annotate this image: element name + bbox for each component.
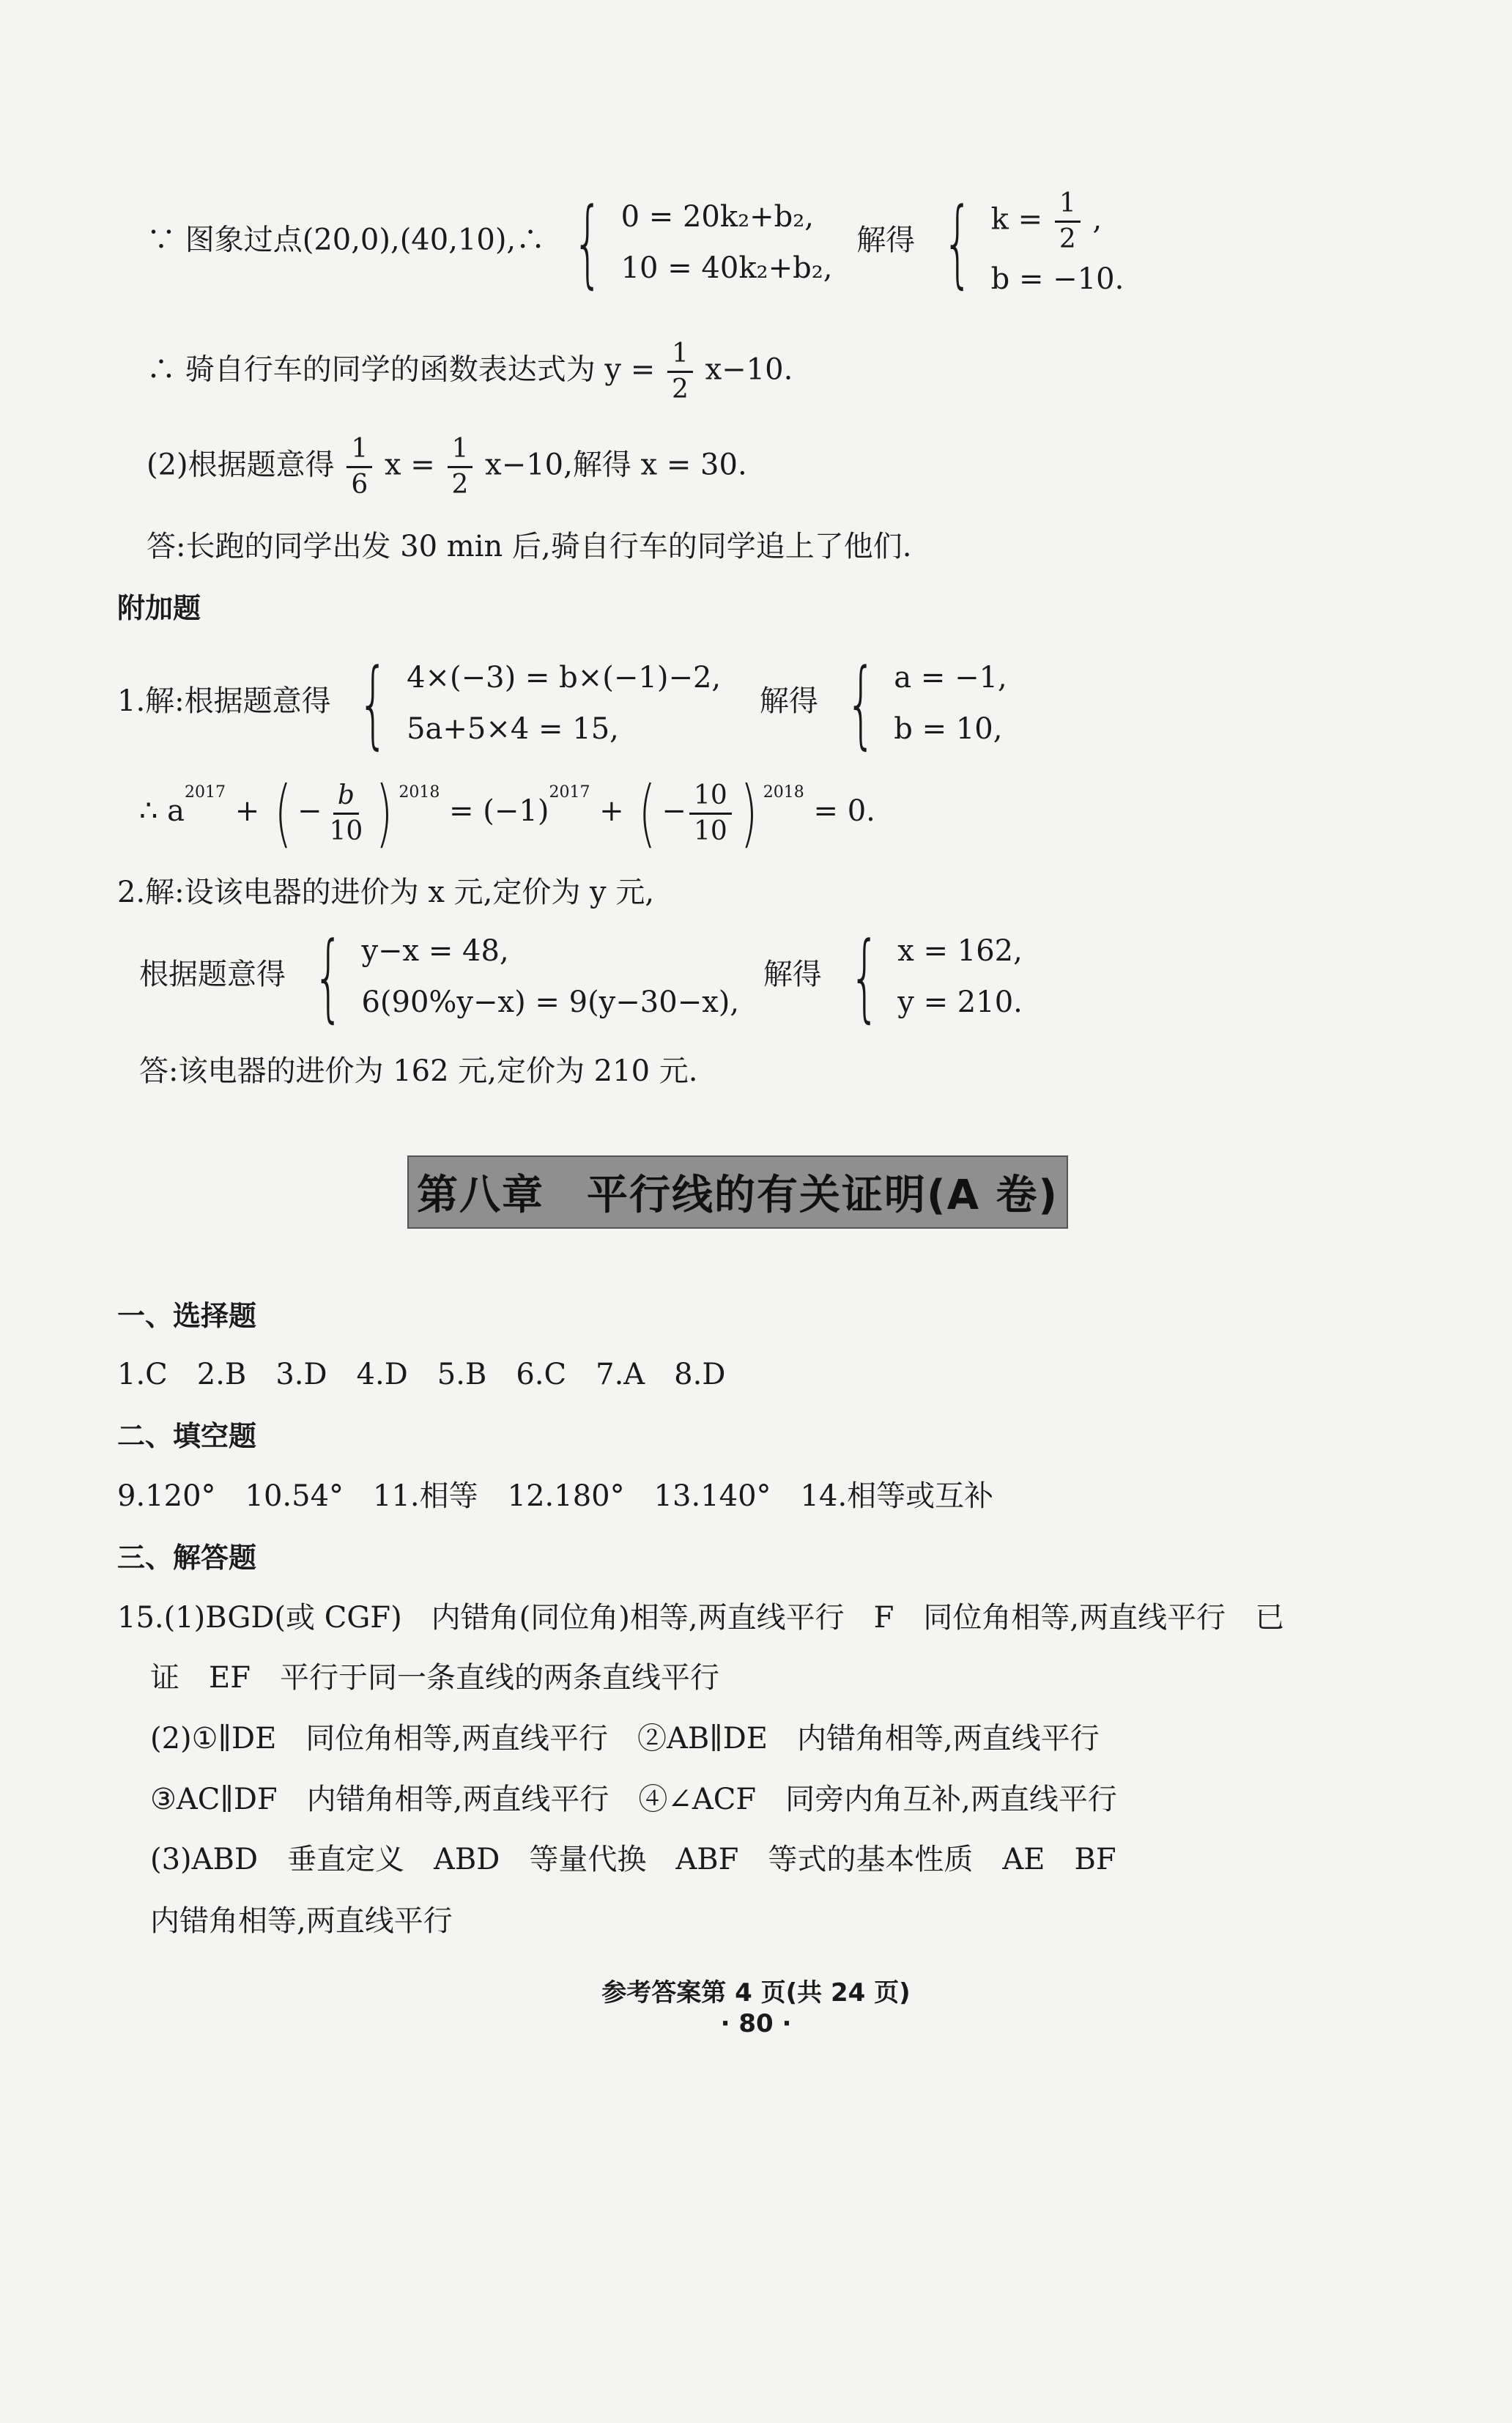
equation: 0 = 20k₂+b₂, bbox=[620, 199, 815, 234]
solution-system: { k = $\frac{1}{2}$ , b = −10. bbox=[942, 186, 1124, 298]
section-title-choice: 一、选择题 bbox=[117, 1300, 257, 1332]
extra-q1-calc: ∴ $a^{2017}$ + ( − $\frac{b}{10}$ ) $^{2018} = (-1)^{2017}$ + ( − $\frac{10}{10}$ ) $^{2018}$ = 0. bbox=[139, 770, 875, 856]
footer-page-info: 参考答案第 4 页(共 24 页) bbox=[601, 1978, 911, 2008]
solution-line-3: (2)根据题意得 $\frac{1}{6}$ x = $\frac{1}{2}$ x−10,解得 x = 30. bbox=[147, 434, 747, 500]
answer-line: 答:长跑的同学出发 30 min 后,骑自行车的同学追上了他们. bbox=[147, 530, 912, 563]
equation-system: { 0 = 20k₂+b₂, 10 = 40k₂+b₂, bbox=[572, 186, 833, 298]
q15-line-5: (3)ABD 垂直定义 ABD 等量代换 ABF 等式的基本性质 AE BF bbox=[150, 1843, 1116, 1876]
solution-line-2: ∴ 骑自行车的同学的函数表达式为 y = $\frac{1}{2}$ x−10. bbox=[147, 339, 793, 404]
q15-line-1: 15.(1)BGD(或 CGF) 内错角(同位角)相等,两直线平行 F 同位角相等,两直线平行 已 bbox=[117, 1601, 1285, 1635]
extra-q2-answer: 答:该电器的进价为 162 元,定价为 210 元. bbox=[139, 1054, 698, 1088]
choice-answers: 1.C 2.B 3.D 4.D 5.B 6.C 7.A 8.D bbox=[117, 1358, 726, 1391]
q15-line-3: (2)①∥DE 同位角相等,两直线平行 ②AB∥DE 内错角相等,两直线平行 bbox=[150, 1722, 1100, 1756]
section-title-solve: 三、解答题 bbox=[117, 1542, 257, 1574]
section-title-extra: 附加题 bbox=[117, 592, 201, 624]
chapter-title: 第八章 平行线的有关证明(A 卷) bbox=[407, 1155, 1068, 1229]
solution-line-1 bbox=[147, 187, 1124, 297]
q15-line-4: ③AC∥DF 内错角相等,两直线平行 ④∠ACF 同旁内角互补,两直线平行 bbox=[150, 1783, 1117, 1816]
text: ∵ 图象过点(20,0),(40,10),∴ bbox=[147, 223, 546, 257]
extra-q2-line1: 2.解:设该电器的进价为 x 元,定价为 y 元, bbox=[117, 876, 655, 909]
section-title-fill: 二、填空题 bbox=[117, 1420, 257, 1452]
extra-q1: 1.解:根据题意得 { 4×(−3) = b×(−1)−2, 5a+5×4 = 15, 解得 { a = −1, b = 10, bbox=[117, 648, 1007, 759]
text: 解得 bbox=[856, 223, 916, 257]
solution-k: k = $\frac{1}{2}$ , bbox=[990, 188, 1102, 254]
q15-line-6: 内错角相等,两直线平行 bbox=[150, 1904, 453, 1938]
footer-page-number: · 80 · bbox=[720, 2009, 792, 2038]
extra-q2-system: 根据题意得 { y−x = 48, 6(90%y−x) = 9(y−30−x), 解得 { x = 162, y = 210. bbox=[139, 921, 1023, 1032]
equation: 10 = 40k₂+b₂, bbox=[620, 251, 833, 285]
fill-answers: 9.120° 10.54° 11.相等 12.180° 13.140° 14.相等或互补 bbox=[117, 1479, 994, 1513]
solution-b: b = −10. bbox=[990, 262, 1124, 296]
q15-line-2: 证 EF 平行于同一条直线的两条直线平行 bbox=[150, 1661, 719, 1695]
